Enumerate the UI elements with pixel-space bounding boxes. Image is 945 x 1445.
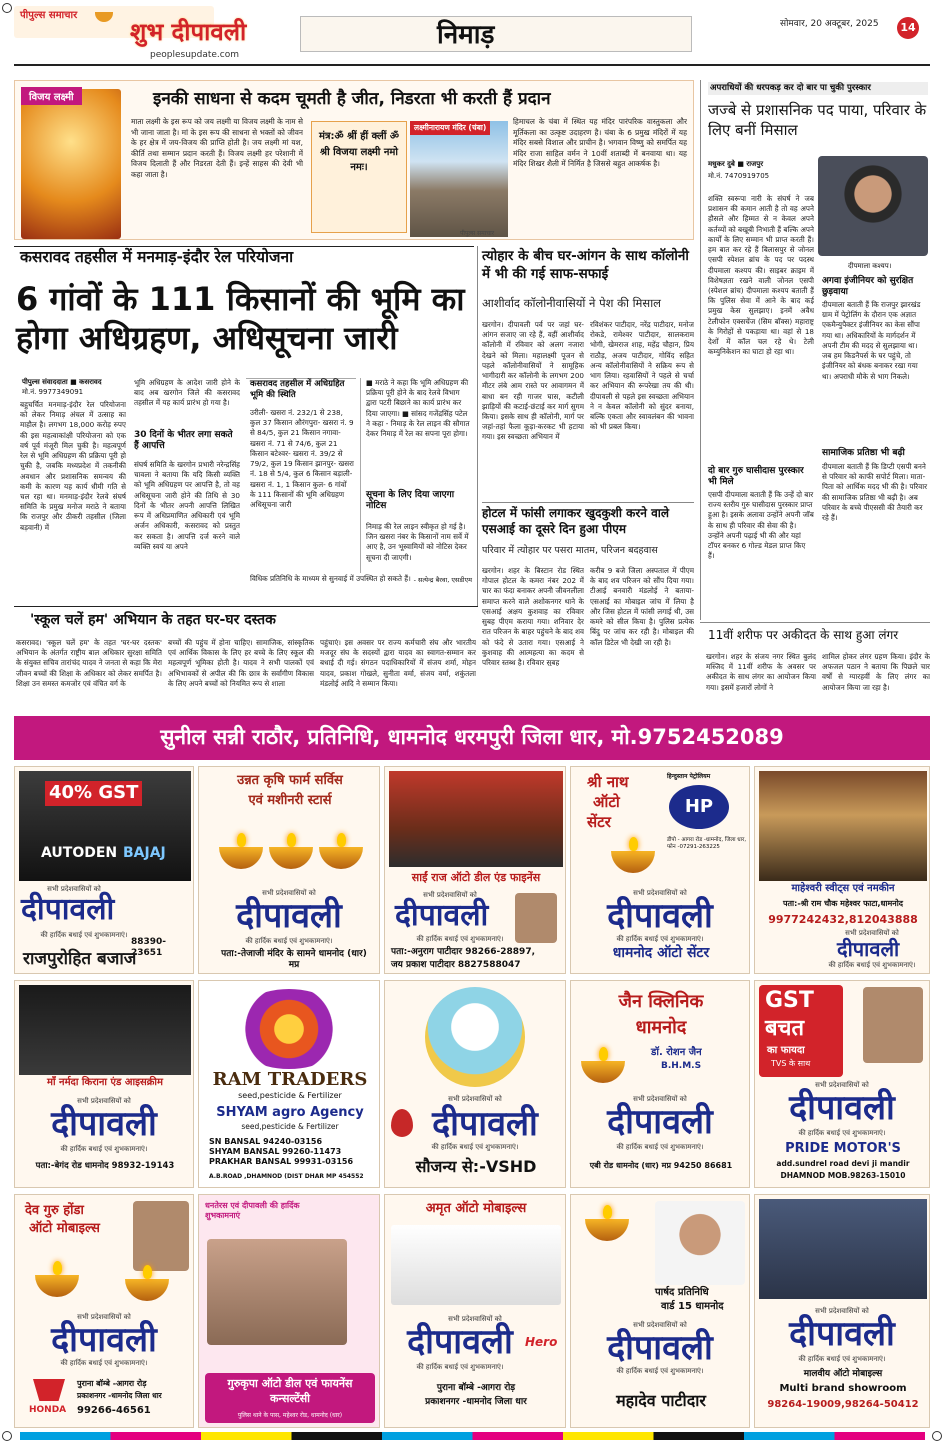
date: सोमवार, 20 अक्टूबर, 2025 [780,19,879,29]
malviya-phone: 98264-19009,98264-50412 [767,1399,919,1410]
photo-credit: पीपुल्स समाचार [460,230,495,237]
paper-name: पीपुल्स समाचार [20,10,78,21]
ad-pride-greeting: की हार्दिक बधाई एवं शुभकामनाएं। [798,1129,886,1137]
ad-gurukripa [198,1194,380,1428]
gst-badge: 40% GST [45,781,142,806]
ad-jain-diwali: दीपावली [607,1102,713,1142]
fayda-text: का फायदा [767,1045,805,1056]
narmada-title: माँ नर्मदा किराना एंड आइसक्रीम [46,1077,164,1088]
section-box [300,16,692,52]
diya-icon [35,1275,79,1297]
ad-amrit [384,1194,566,1428]
rail-col1: बहुचर्चित मनमाड़-इंदौर रेल परियोजना को लेकर निमाड़ अंचल में उत्साह का माहौल है। लगभग 18,000 करोड़ रुपए की इस महत्वाकांक्षी परियोजना को एक वर्ष पूर्व मंजूरी मिल चुकी है। महत्वपूर्ण रेल से भूमि अधिग्रहण की प्रक्रिया पूरी हो चुकी है, जबकि मध्यप्रदेश में तकनीकी अवधान और प्रशासनिक समन्वय की कमी के कारण यह कार्य धीमी गति से चल रहा था। मनमाड़-इंदौर रेलवे संघर्ष समिति के प्रमुख मनोज मराठे ने बताया कि राजपुर और ठीकरी तहसील (जिला बड़वानी) में [20,400,126,532]
ad-pride-motors [754,980,930,1188]
ad-krishi [198,766,380,974]
ram-sub: seed,pesticide & Fertilizer [238,1091,342,1100]
sairaj-owner: पता:-अनुराग पाटीदार 98266-28897, [391,947,536,957]
rail-box-body: उरीली- खसरा नं. 232/1 से 238, कुल 37 किसान औरंगपुरा- खसरा नं. 9 से 84/5, कुल 21 किसान नगावा- खसरा नं. 71 से 74/6, कुल 21 किसान बटेश्वर- खसरा नं. 39/2 से 79/2, कुल 19 किसान झानपुर- खसरा नं. 18 से 5/4, कुल 6 किसान बड़ाली- खसरा नं. 1, 1 किसान कुल- 6 गांवों के 111 किसानों की भूमि अधिग्रहण अधिसूचना जारी [250,408,354,509]
ad-mahadev-diwali: दीपावली [607,1328,713,1368]
langar-col1: खरगोन। शहर के संजय नगर स्थित बुलंद मस्जिद में 11वीं शरीफ के अवसर पर अकीदत के साथ लंगर का आयोजन किया गया। इसमें हजारों लोगों ने [706,652,816,692]
officer-mobile: मो.नं. 7470919705 [708,172,770,180]
ad-narmada-diwali: दीपावली [51,1104,157,1144]
ad-ram-traders [198,980,380,1188]
officer-sub3-body: दीपमाला बताती हैं कि डिप्टी एसपी बनने से परिवार को काफी सपोर्ट मिला। माता-पिता को आर्थिक मदद भी की है। परिवार की सामाजिक प्रतिष्ठा भी बढ़ी है। अब परिवार के बच्चे पीएससी की तैयारी कर रहे हैं। [822,462,928,523]
rail-box-foot: विधिक प्रतिनिधि के माध्यम से सुनवाई में उपस्थित हो सकते हैं। [250,574,411,583]
ad-maheshwari-greeting: की हार्दिक बधाई एवं शुभकामनाएं। [828,961,916,969]
malviya-shop: मालवीय ऑटो मोबाइल्स [803,1369,883,1379]
ad-mahadev [570,1194,750,1428]
rail-col4b: निमाड़ की रेल लाइन स्वीकृत हो गई है। जिन खसरा नंबर के किसानों नाम सर्वे में आए है, उन भूस्वामियों को नोटिस देकर सूचना दी जाएगी। [366,522,469,562]
maheshwari-photo [759,771,927,881]
officer-sub2-body: एसपी दीपमाला बताती हैं कि उन्हें दो बार राज्य स्तरीय गुरु घासीदास पुरस्कार प्राप्त हुआ है। इसके अलावा उन्होंने अपनी जॉब के साथ ही परिवार की सेवा की है। उन्होंने अपनी पढ़ाई भी की और यहां टॉपर बनकर 6 गोल्ड मेडल प्राप्त किए हैं। [708,490,814,561]
section-title: निमाड़ [437,20,495,50]
ad-maheshwari-diwali: दीपावली [837,937,900,961]
ad-sairaj-diwali: दीपावली [395,898,489,933]
gurukripa-addr: पुलिस थाने के पास, महेश्वर रोड, धामनोद (धार) [237,1412,343,1419]
page-number: 14 [897,17,919,39]
gst-text: GST [765,988,814,1013]
langar-headline: 11वीं शरीफ पर अकीदत के साथ हुआ लंगर [708,628,899,642]
jain-addr: एबी रोड धामनोद (धार) मप्र 94250 86681 [589,1161,733,1170]
ad-maheshwari [754,766,930,974]
diya-icon [585,1219,629,1241]
ad-bajaj-diwali: दीपावली [21,892,115,927]
ad-malviya-diwali: दीपावली [789,1314,895,1354]
ad-malviya-pre: सभी प्रदेशवासियों को [815,1307,869,1315]
maheshwari-shop: माहेश्वरी स्वीट्स एवं नमकीन [791,883,895,894]
registration-mark [932,1431,942,1441]
ad-mahadev-pre: सभी प्रदेशवासियों को [633,1321,687,1329]
gurukripa-family-photo [207,1239,347,1345]
rail-sub2: सूचना के लिए दिया जाएगा नोटिस [366,490,455,512]
devguru-addr1: पुराना बॉम्बे -आगरा रोड़ [77,1379,147,1388]
masthead [0,0,945,66]
school-col1: कसरावद। 'स्कूल चलें हम' के तहत 'घर-घर दस्तक' अभियान के अंतर्गत राष्ट्रीय बाल अधिकार सुरक्षा समिति के संयुक्त सचिव तारांचंद यादव ने जनता से कहा कि मेरा जीवन बच्चों की शिक्षा के अधिकार को लेकर समर्पित है। शिक्षा उन समस्त कमजोर एवं वंचित वर्ग के [16,638,162,688]
amrit-title: अमृत ऑटो मोबाइल्स [425,1201,527,1216]
autoden-logo: AUTODEN [41,845,118,861]
diya-icon [581,1061,625,1083]
pride-name: PRIDE MOTOR'S [785,1141,901,1156]
ad-amrit-greeting: की हार्दिक बधाई एवं शुभकामनाएं। [416,1363,504,1371]
rail-headline: 6 गांवों के 111 किसानों की भूमि का होगा अधिग्रहण, अधिसूचना जारी [16,280,465,358]
narmada-addr: पता:-बेगंद रोड धामनोद 98932-19143 [35,1161,175,1171]
tvs-text: TVS के साथ [771,1059,811,1068]
pride-phone: DHAMNOD MOB.98263-15010 [780,1171,906,1180]
rail-box-title: कसरावद तहसील में अधिग्रहित भूमि की स्थिति [250,379,345,400]
vshd-credit: सौजन्य से:-VSHD [415,1157,537,1176]
registration-mark [2,1431,12,1441]
ad-bajaj-name: राजपुरोहित बजाज [23,949,137,969]
gurukripa-top: धनतेरस एवं दीपावली की हार्दिक शुभकामनाएं [205,1201,300,1220]
malviya-sub: Multi brand showroom [779,1383,907,1394]
rail-col4a: ■ मराठे ने कहा कि भूमि अधिग्रहण की प्रक्रिया पूरी होने के बाद रेलवे विभाग द्वारा पटरी बिछाने का कार्य प्रारंभ कर दिया जाएगा। ■ सांसद गजेंद्रसिंह पटेल ने कहा - निमाड़ के रेल लाइन की सौगात देकर निमाड़ में रेल का सपना पूरा होगा। [366,378,470,439]
officer-photo [818,156,928,256]
jain-deg: B.H.M.S [661,1061,702,1071]
ad-bajaj-phone: 88390-23651 [131,937,167,959]
ad-malviya-greeting: की हार्दिक बधाई एवं शुभकामनाएं। [798,1355,886,1363]
ad-shrinath-diwali: दीपावली [607,896,713,936]
officer-sub2: दो बार गुरु घासीदास पुरस्कार भी मिले [708,466,804,488]
mahadev-ward: वार्ड 15 धामनोद [661,1301,724,1312]
rail-sub1: 30 दिनों के भीतर लगा सकते हैं आपत्ति [134,430,233,452]
ad-bajaj-greeting: की हार्दिक बधाई एवं शुभकामनाएं। [40,931,128,939]
cleaning-col1: खरगोन। दीपावली पर्व पर जहां घर-आंगन सजाए जा रहे हैं, वहीं आशीर्वाद कॉलोनी में रविवार को अलग नजारा देखने को मिला। महालक्ष्मी पूजन से पहले कॉलोनीवासियों ने सामूहिक भागीदारी कर कॉलोनी के लगभग 200 मीटर लंबे आम रास्ते पर आवागमन में बाधा बन रही गाजर घास, कटीली झाड़ियों की कटाई-छंटाई कर मार्ग सुगम किया। इसके साथ ही कॉलोनी, मार्ग पर जहां-तहां फैला कूड़ा-करकट भी हटाया गया। इस स्वच्छता अभियान में [482,320,584,442]
rail-signature: - सत्येन्द्र बैरवा, एसडीएम [413,576,472,584]
suicide-headline: होटल में फांसी लगाकर खुदकुशी करने वाले एसआई का दूसरे दिन हुआ पीएम [482,506,669,537]
mahadev-photo [655,1201,745,1285]
ad-jain-pre: सभी प्रदेशवासियों को [633,1095,687,1103]
honda-logo-icon [33,1379,65,1401]
rail-byline: पीपुल्स संवाददाता ■ कसरावद [22,378,102,386]
jain-doctor: डॉ. रोशन जैन [651,1047,702,1058]
mantra: मंत्र:ॐ श्रीं हीं क्लीं ॐ श्री विजया लक्ष्मी नमो नमः। [318,131,400,173]
temple-image [410,121,508,237]
lakshmi-headline: इनकी साधना से कदम चूमती है जीत, निडरता भी करती हैं प्रदान [153,89,551,109]
officer-kicker: अपराधियों की धरपकड़ कर दो बार पा चुकी पुरस्कार [708,82,928,95]
rail-col2a: भूमि अधिग्रहण के आदेश जारी होने के बाद अब खरगोन जिले की कसरावद तहसील में यह कार्य प्रारंभ हो गया है। [134,378,240,408]
devguru-addr2: प्रकाशनगर -धामनोद जिला धार [77,1391,162,1400]
officer-caption: दीपमाला कश्यप। [848,262,892,270]
krishi-title1: उन्नत कृषि फार्म सर्विस [237,773,343,788]
amrit-addr1: पुराना बॉम्बे -आगरा रोड़ [436,1383,516,1393]
temple-label: लक्ष्मीनारायण मंदिर (चंबा) [410,121,490,135]
ad-sairaj-pre: सभी प्रदेशवासियों को [423,891,477,899]
shrinath-title3: सेंटर [587,813,611,831]
diya-icon [319,847,363,869]
color-strip [20,1432,925,1440]
officer-headline: जज्बे से प्रशासनिक पद पाया, परिवार के लिए बनीं मिसाल [708,101,927,140]
maheshwari-addr: पता:-श्री राम चौक महेश्वर फाटा,धामनोद [782,899,904,908]
cleaning-headline: त्योहार के बीच घर-आंगन के साथ कॉलोनी में भी की गई साफ-सफाई [482,248,689,282]
bikes-photo [391,1225,561,1305]
krishi-title2: एवं मशीनरी स्टार्स [248,793,332,808]
officer-sub3: सामाजिक प्रतिष्ठा भी बढ़ी [822,448,905,458]
lakshmi-label: विजय लक्ष्मी [21,87,82,105]
ad-shrinath [570,766,750,974]
ad-krishi-pre: सभी प्रदेशवासियों को [262,889,316,897]
sairaj-title: साईं राज ऑटो डील एंड फाइनेंस [411,871,541,884]
pride-addr: add.sundrel road devi ji mandir [776,1159,910,1168]
ram-title: RAM TRADERS [212,1069,368,1090]
krishi-address: पता:-तेजाजी मंदिर के सामने धामनोद (धार) मप्र [221,949,367,971]
officer-body: शक्ति स्वरूपा नारी के संघर्ष ने जब प्रशासन की कमान आती है तो वह अपने हौसले और हिम्मत से न केवल अपने कर्तव्यों को बखूबी निभाती हैं बल्कि अपने कार्यों के लिए सम्मान भी प्राप्त करती हैं। हम बात कर रहे हैं बिलासपुर से जोनल एसपी स्पेशल ब्रांच के पद पर पदस्थ दीपमाला कश्यप की। साइबर क्राइम में विशेषज्ञता रखने वाली जोनल एसपी (स्पेशल ब्रांच) दीपमाला कश्यप बताती हैं कि पुलिस सेवा में आने के बाद कई प्रमुख केस सुलझाए। इनमें अवैध टेलीफोन एक्सचेंज (सिम बॉक्स) महाराष्ट्र के गिरोहों से पकड़ाया था। वहां से 18 देशों में कॉल चल रहे थे। टेली कम्युनिकेशन का घाटा हो रहा था। [708,194,814,357]
ad-sairaj-greeting: की हार्दिक बधाई एवं शुभकामनाएं। [416,935,504,943]
hero-brand: Hero [525,1335,558,1349]
shrinath-name: धामनोद ऑटो सेंटर [612,945,710,961]
ad-bajaj-pre: सभी प्रदेशवासियों को [47,885,101,893]
lakshmi-image [21,89,121,239]
ad-devguru-diwali: दीपावली [51,1320,157,1360]
hp-label: हिन्दुस्तान पेट्रोलियम [667,773,711,780]
maheshwari-phone: 9977242432,812043888 [768,913,918,926]
ad-amrit-diwali: दीपावली [407,1322,513,1362]
school-col2: बच्चों की पहुंच में होना चाहिए। सामाजिक, सांस्कृतिक एवं आर्थिक विकास के लिए हर बच्चे के लिए स्कूल की महत्वपूर्ण भूमिका होती है। यादव ने सभी पालकों एवं अभिभावकों से अपील की कि छात्र के सर्वांगीण विकास के लिए अपने बच्चों को नियमित रूप से शाला [168,638,314,688]
diya-icon [269,847,313,869]
sairaj-owner2: जय प्रकाश पाटीदार 8827588047 [391,960,521,970]
ad-vshd-pre: सभी प्रदेशवासियों को [448,1095,502,1103]
ram-phone3: PRAKHAR BANSAL 99931-03156 [209,1157,354,1166]
ad-devguru [14,1194,194,1428]
jain-title2: धामनोद [635,1017,687,1038]
school-headline: 'स्कूल चलें हम' अभियान के तहत घर-घर दस्तक [30,612,276,628]
diya-icon [219,847,263,869]
ad-jain-clinic [570,980,750,1188]
suicide-col2: करीब 9 बजे जिला अस्पताल में पीएम के बाद शव परिजन को सौंप दिया गया। टीआई बनवारी मंडलोई ने बताया- एसआई का मोबाइल जांच में लिया है और जिस होटल में फांसी लगाई थी, उस कमरे को सील किया है। पुलिस प्रत्येक बिंदु पर जांच कर रही है। मोबाइल की कॉल डिटेल भी देखी जा रही है। [590,566,694,647]
devguru-title2: ऑटो मोबाइल्स [29,1221,100,1236]
bajaj-logo: BAJAJ [123,845,166,861]
ram-phone2: SHYAM BANSAL 99260-11473 [209,1147,342,1156]
shrinath-title2: ऑटो [593,793,620,811]
rangoli-art [229,989,349,1069]
ad-maheshwari-pre: सभी प्रदेशवासियों को [845,929,899,937]
malviya-photo [759,1199,927,1299]
lakshmi-feature [14,80,694,240]
ad-vshd-greeting: की हार्दिक बधाई एवं शुभकामनाएं। [431,1143,519,1151]
ad-amrit-pre: सभी प्रदेशवासियों को [448,1315,502,1323]
blood-drop-icon [391,1109,413,1137]
ad-krishi-diwali: दीपावली [236,896,342,936]
honda-brand: HONDA [29,1405,67,1415]
suicide-col1: खरगोन। शहर के बिस्टान रोड स्थित गोपाल होटल के कमरा नंबर 202 में चार का फंदा बनाकर अपनी जीवनलीला समाप्त करने वाले अशोकनगर थाने के एसआई अक्षय कुशवाह का रविवार सुबह पीएम कराया गया। शनिवार देर रात परिजन के बाहर पहुंचने के बाद शव को फंदे से उतारा गया। एसआई ने कुशवाह की आत्महत्या का कदम से परिवार स्तब्ध है। रविवार सुबह [482,566,584,666]
shrinath-title1: श्री नाथ [587,773,629,791]
ram-addr: A.B.ROAD ,DHAMNOD (DIST DHAR MP 454552 [209,1173,364,1180]
ad-vshd-diwali: दीपावली [432,1104,538,1144]
hp-logo: HP [669,785,729,829]
officer-sub1-body: दीपमाला बताती हैं कि राजपुर झारखंड ग्राम में पेट्रोलिंग के दौरान एक अज्ञात एकमैन्युपैक्टर इंजीनियर का केस सौंपा गया था। अधिकारियों के मार्गदर्शन में अपनी टीम की मदद से सुलझाया था। जब हम किडनैपर्स के घर पहुंचे, तो इंजीनियर को बंधक बनाकर रखा गया था। अपराधी मौके से भाग निकले। [822,300,921,381]
rep-banner-text: सुनील सन्नी राठौर, प्रतिनिधि, धामनोद धरमपुरी जिला धार, मो.9752452089 [160,725,784,749]
ad-jain-greeting: की हार्दिक बधाई एवं शुभकामनाएं। [616,1143,704,1151]
ad-bajaj [14,766,194,974]
amrit-addr2: प्रकाशनगर -धामनोद जिला धार [425,1397,527,1407]
diya-icon [125,1279,169,1301]
langar-col2: शामिल होकर लंगर ग्रहण किया। इंदौर के अफजल पठान ने बताया कि पिछले चार वर्षों से ग्यारहवीं के लिए लंगर का आयोजन किया जा रहा है। [822,652,930,692]
site-url[interactable]: peoplesupdate.com [150,50,239,60]
jain-title1: जैन क्लिनिक [618,991,704,1012]
school-col3: पहुंचाएं। इस अवसर पर राज्य कर्मचारी संघ और भारतीय मजदूर संघ के सदस्यों द्वारा यादव का स्वागत-सम्मान कर बधाई दी गई। संगठन पदाधिकारियों में संजय शर्मा, मोहन यादव, प्रकाश गोखले, सुनीता वर्मा, संजय वर्मा, शकुंतला मंडलोई आदि ने सम्मान किया। [320,638,476,688]
registration-mark [2,3,12,13]
ad-narmada [14,980,194,1188]
ad-mahadev-greeting: की हार्दिक बधाई एवं शुभकामनाएं। [616,1367,704,1375]
doctor-art [425,987,525,1087]
ad-pride-pre: सभी प्रदेशवासियों को [815,1081,869,1089]
ad-devguru-greeting: की हार्दिक बधाई एवं शुभकामनाएं। [60,1359,148,1367]
ad-krishi-greeting: की हार्दिक बधाई एवं शुभकामनाएं। [245,937,333,945]
shyam-sub: seed,pesticide & Fertilizer [241,1122,339,1131]
officer-sub1: अगवा इंजीनियर को सुरक्षित छुड़वाया [822,276,914,298]
ad-vshd [384,980,566,1188]
ad-narmada-greeting: की हार्दिक बधाई एवं शुभकामनाएं। [60,1145,148,1153]
pride-owner-photo [863,987,923,1063]
rail-mobile: मो.नं. 9977349091 [22,388,84,396]
sairaj-photo [389,771,563,867]
shyam-title: SHYAM agro Agency [216,1105,364,1120]
temple-body: हिमाचल के चंबा में स्थित यह मंदिर पारंपरिक वास्तुकला और मूर्तिकला का उत्कृष्ट उदाहरण है। चंबा के 6 प्रमुख मंदिरों में यह मंदिर सबसे विशाल और प्राचीन है। भगवान विष्णु को समर्पित यह मंदिर राजा साहिल वर्मन ने 10वीं शताब्दी में बनवाया था। यह मंदिर शिखर शैली में निर्मित है जिससे बहुत आकर्षक है। [513,117,687,169]
diya-icon [611,851,655,873]
devguru-title1: देव गुरु होंडा [25,1203,84,1218]
ad-sairaj [384,766,566,974]
devguru-owner-photo [133,1201,189,1271]
devguru-phone: 99266-46561 [77,1405,151,1416]
cleaning-col2: रविशंकर पाटीदार, नरेंद्र पाटीदार, मनोज रोकडे, रामेश्वर पाटीदार, सालकराम भोगी, खेमराज शाह, महेंद्र चौहान, प्रिय राठौड़, अजय पाटीदार, गोविंद सहित अन्य कॉलोनीवासियों ने सक्रिय रूप से भाग लिया। रहवासियों ने पहले से चर्चा कर अभियान की रूपरेखा तय की थी। दीपावली से पहले इस स्वच्छता अभियान ने न केवल कॉलोनी को सुंदर बनाया, बल्कि एकता और स्वावलंबन की भावना को भी प्रबल किया। [590,320,694,432]
suicide-deck: परिवार में त्योहार पर पसरा मातम, परिजन बदहवास [482,545,658,556]
narmada-photo [19,985,191,1075]
bachat-text: बचत [765,1016,805,1041]
gurukripa-name: गुरुकृपा ऑटो डील एवं फायनेंस कन्सल्टेंसी [227,1377,353,1405]
mahadev-name: महादेव पाटीदार [616,1391,706,1410]
shrinath-addr: डीपो - आगरा रोड -धामनोद, जिला धार, फोन -07291-263225 [667,837,747,850]
ad-devguru-pre: सभी प्रदेशवासियों को [77,1313,131,1321]
cleaning-deck: आशीर्वाद कॉलोनीवासियों ने पेश की मिसाल [482,296,661,310]
ad-shrinath-greeting: की हार्दिक बधाई एवं शुभकामनाएं। [616,935,704,943]
mahadev-role: पार्षद प्रतिनिधि [655,1287,709,1298]
ad-shrinath-pre: सभी प्रदेशवासियों को [633,889,687,897]
ad-malviya [754,1194,930,1428]
ad-narmada-pre: सभी प्रदेशवासियों को [77,1097,131,1105]
officer-byline: मधुकर दुबे ■ राजपुर [708,160,764,168]
ram-phone1: SN BANSAL 94240-03156 [209,1137,323,1146]
rail-col2b: संघर्ष समिति के खरगोन प्रभारी नरेन्द्रसिंह चावला ने बताया कि यदि किसी व्यक्ति को भूमि अधिग्रहण पर आपत्ति है, तो वह अधिसूचना जारी होने की तिथि से 30 दिनों के भीतर अपनी आपत्ति लिखित रूप में अधिप्रमाणित अधिकारी एवं भूमि अर्जन अधिकारी, कसरावद को प्रस्तुत कर सकता है। आपत्ति दर्ज करने वाले व्यक्ति स्वयं या अपने [134,460,240,551]
lakshmi-body: माता लक्ष्मी के इस रूप को जय लक्ष्मी या विजय लक्ष्मी के नाम से भी जाना जाता है। मां के इस रूप की साधना से भक्तों को जीवन के हर क्षेत्र में जय-विजय की प्राप्ति होती है। जय लक्ष्मी मां यश, कीर्ति तथा सम्मान प्रदान करती हैं। विजय लक्ष्मी हर परेशानी में विजय दिलाती हैं और निडरता देती हैं। इन्हें साहस की देवी भी कहा जाता है। [131,117,303,179]
ad-pride-diwali: दीपावली [789,1088,895,1128]
festival-title: शुभ दीपावली [130,18,247,46]
rail-kicker: कसरावद तहसील में मनमाड़-इंदौर रेल परियोजना [20,248,294,266]
